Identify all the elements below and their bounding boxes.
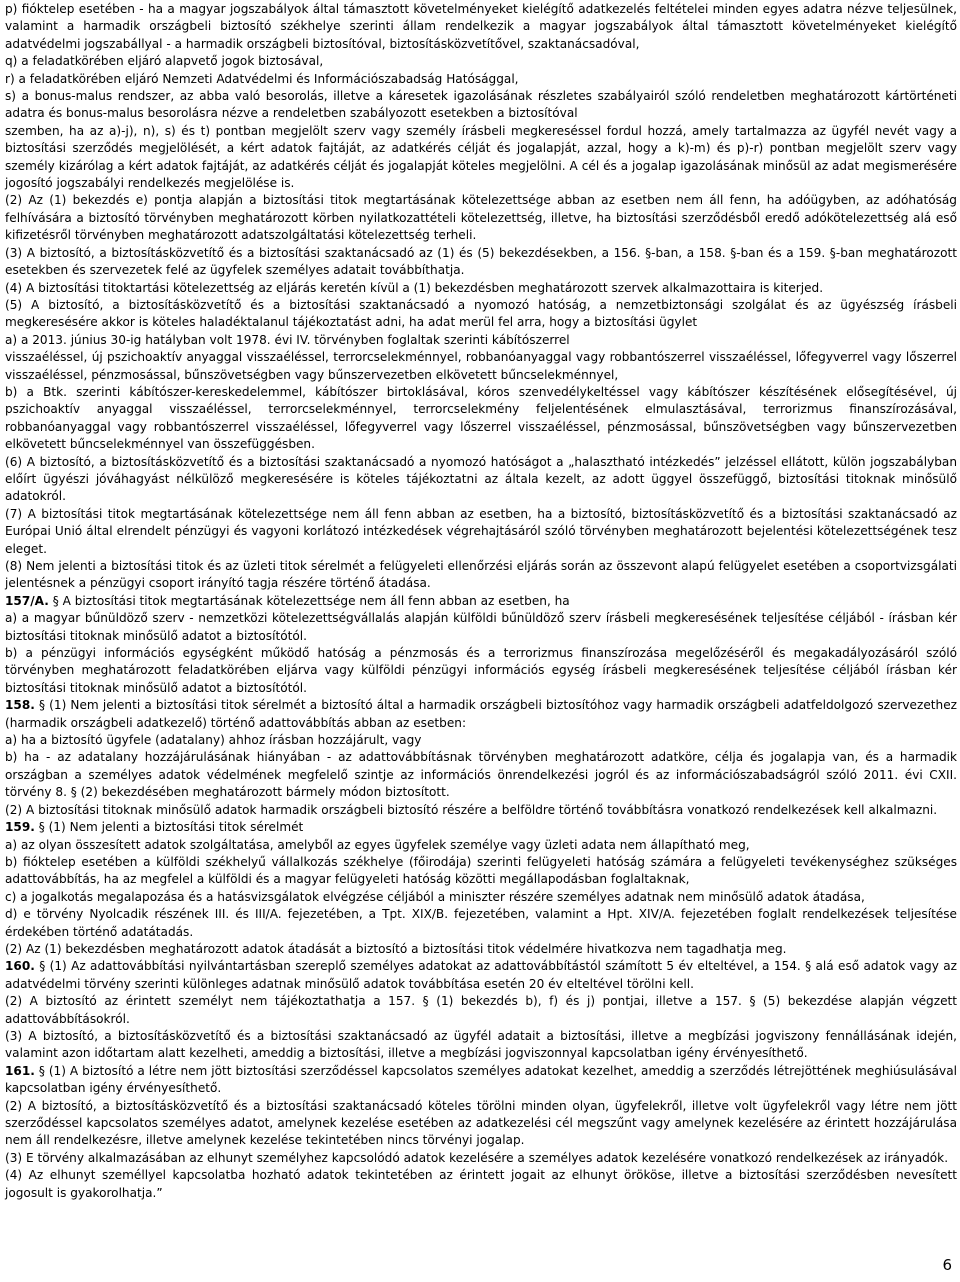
paragraph-text: § (1) A biztosító a létre nem jött biztosítási szerződéssel kapcsolatos személyes adatokat kezelhet, ameddig a szerződés létrejöttének meghiúsulásával kapcsolatban igény érvényesíthető. — [5, 1063, 957, 1096]
paragraph-text: d) e törvény Nyolcadik részének III. és III/A. fejezetében, a Tpt. XIX/B. fejezetében, valamint a Hpt. XIV/A. fejezetében foglalt rendelkezések teljesítése érdekében történő adatátadás. — [5, 907, 957, 939]
paragraph — [5, 854, 957, 889]
paragraph-text: (2) Az (1) bekezdés e) pontja alapján a biztosítási titok megtartásának kötelezettsége abban az esetben nem áll fenn, ha adóügyben, az adóhatóság felhívására a biztosító törvényben meghatározott körben nyilatkozattételi kötelezettség, illetve, ha biztosítási szerződésből eredő adókötelezettség alá eső kifizetésről törvényben meghatározott adatszolgáltatási kötelezettség terheli. — [5, 193, 957, 243]
paragraph-text: § A biztosítási titok megtartásának kötelezettsége nem áll fenn abban az esetben, ha — [52, 593, 570, 608]
paragraph-text: § (1) Az adattovábbítási nyilvántartásban szereplő személyes adatokat az adattovábbítástól számított 5 év elteltével, a 154. § alá eső adatok vagy az adatvédelmi törvény szerinti különleges adatnak minősülő adatok továbbítása esetén 20 év elteltével törölni kell. — [5, 959, 957, 991]
paragraph — [5, 349, 957, 384]
paragraph — [5, 245, 957, 280]
paragraph — [5, 645, 957, 697]
paragraph-text: (5) A biztosító, a biztosításközvetítő és a biztosítási szaktanácsadó a nyomozó hatóság, a nemzetbiztonsági szolgálat és az ügyészség írásbeli megkeresésére akkor is köteles haladéktalanul tájékoztatást adni, ha adat merül fel arra, hogy a biztosítási ügylet — [5, 297, 957, 330]
paragraph-text: (3) E törvény alkalmazásában az elhunyt személyhez kapcsolódó adatok kezelésére a személyes adatok kezelésére vonatkozó rendelkezések az irányadók. — [5, 1150, 949, 1165]
paragraph — [5, 88, 957, 123]
paragraph-text: (7) A biztosítási titok megtartásának kötelezettsége nem áll fenn abban az esetben, ha a biztosító, biztosításközvetítő és a biztosítási szaktanácsadó az Európai Unió által elrendelt pénzügyi és vagyoni korlátozó intézkedések végrehajtásáról szóló törvényben meghatározott bejelentési kötelezettségének tesz eleget. — [5, 506, 957, 556]
paragraph-text: b) a pénzügyi információs egységként működő hatóság a pénzmosás és a terrorizmus finanszírozása megelőzéséről és megakadályozásáról szóló törvényben meghatározott feladatkörében eljárva vagy külföldi pénzügyi információs egység írásbeli megkeresésének teljesítése céljából írásban kér biztosítási titoknak minősülő adatot a biztosítótól. — [5, 646, 957, 695]
paragraph — [5, 297, 957, 332]
paragraph — [5, 906, 957, 941]
paragraph — [5, 802, 957, 819]
paragraph — [5, 1063, 957, 1098]
paragraph — [5, 384, 957, 454]
paragraph — [5, 332, 957, 349]
page-number: 6 — [942, 1256, 952, 1274]
paragraph — [5, 53, 957, 70]
paragraph-text: a) az olyan összesített adatok szolgáltatása, amelyből az egyes ügyfelek személye vagy üzleti adata nem állapítható meg, — [5, 837, 750, 852]
paragraph-text: (2) A biztosító, a biztosításközvetítő és a biztosítási szaktanácsadó köteles törölni minden olyan, ügyfelekről, illetve volt ügyfelekről vagy létre nem jött szerződéssel kapcsolatos személyes adatot, amelynek kezelése esetében az adatkezelési cél megszűnt vagy amelynek kezelésére az érintett hozzájárulása nem áll rendelkezésre, illetve amelynek kezelése tekintetében nincs törvényi jogalap. — [5, 1098, 957, 1148]
paragraph — [5, 71, 957, 88]
paragraph — [5, 558, 957, 593]
paragraph-text: b) a Btk. szerinti kábítószer-kereskedelemmel, kábítószer birtoklásával, kóros szenvedélykeltéssel vagy kábítószer készítésének elősegítésével, új pszichoaktív anyaggal visszaéléssel, terrorcselekménnyel, terrorcselekmény feljelentésének elmulasztásával, terrorizmus finanszírozásával, robbanóanyaggal vagy robbantószerrel visszaéléssel, lőfegyverrel vagy lőszerrel visszaéléssel, pénzmosással, bűnszövetségben vagy bűnszervezetben elkövetett bűncselekménnyel van összefüggésben. — [5, 384, 957, 452]
section-number: 160. — [5, 959, 35, 974]
paragraph — [5, 1098, 957, 1150]
paragraph — [5, 454, 957, 506]
paragraph-text: § (1) Nem jelenti a biztosítási titok sérelmét — [38, 820, 304, 835]
paragraph — [5, 837, 957, 854]
paragraph — [5, 610, 957, 645]
paragraph — [5, 993, 957, 1028]
paragraph-text: (4) A biztosítási titoktartási kötelezettség az eljárás keretén kívül a (1) bekezdésben meghatározott szervek alkalmazottaira is kiterjed. — [5, 280, 824, 295]
paragraph — [5, 593, 957, 610]
paragraph — [5, 192, 957, 244]
paragraph-text: (2) Az (1) bekezdésben meghatározott adatok átadását a biztosító a biztosítási titok védelmére hivatkozva nem tagadhatja meg. — [5, 941, 787, 956]
paragraph-text: (3) A biztosító, a biztosításközvetítő és a biztosítási szaktanácsadó az (1) és (5) bekezdésekben, a 156. §-ban, a 158. §-ban és a 159. §-ban meghatározott esetekben és szervezetek felé az ügyfelek személyes adatait továbbíthatja. — [5, 245, 957, 278]
paragraph-text: (4) Az elhunyt személlyel kapcsolatba hozható adatok tekintetében az érintett jogait az elhunyt örököse, illetve a biztosítási szerződésben nevesített jogosult is gyakorolhatja.” — [5, 1168, 957, 1200]
paragraph-text: (3) A biztosító, a biztosításközvetítő és a biztosítási szaktanácsadó az ügyfél adatait a biztosítási, illetve a megbízási jogviszony fennállásának idején, valamint azon időtartam alatt kezelheti, ameddig a biztosítási, illetve a megbízási jogviszonnyal kapcsolatban igény érvényesíthető. — [5, 1028, 957, 1061]
paragraph — [5, 1167, 957, 1202]
paragraph — [5, 1028, 957, 1063]
paragraph-text: a) a 2013. június 30-ig hatályban volt 1978. évi IV. törvényben foglaltak szerinti kábítószerrel — [5, 332, 570, 347]
paragraph-text: r) a feladatkörében eljáró Nemzeti Adatvédelmi és Információszabadság Hatósággal, — [5, 71, 519, 86]
paragraph — [5, 941, 957, 958]
paragraph — [5, 1, 957, 53]
paragraph-text: § (1) Nem jelenti a biztosítási titok sérelmét a biztosító által a harmadik országbeli biztosítóhoz vagy harmadik országbeli adatfeldolgozó szervezethez (harmadik országbeli adatkezelő) történő adattovábbítás abban az esetben: — [5, 698, 957, 730]
section-number: 157/A. — [5, 593, 49, 608]
paragraph-text: (2) A biztosító az érintett személyt nem tájékoztathatja a 157. § (1) bekezdés b), f) és j) pontjai, illetve a 157. § (5) bekezdése alapján végzett adattovábbításokról. — [5, 994, 957, 1026]
paragraph — [5, 123, 957, 193]
paragraph — [5, 732, 957, 749]
paragraph-text: (6) A biztosító, a biztosításközvetítő és a biztosítási szaktanácsadó a nyomozó hatóságot a „halasztható intézkedés” jelzéssel ellátott, külön jogszabályban előírt ügyészi jóváhagyást nélkülöző megkeresésére is köteles tájékoztatni az általa kezelt, az adott üggyel összefüggő, biztosítási titoknak minősülő adatokról. — [5, 454, 957, 504]
paragraph-text: visszaéléssel, új pszichoaktív anyaggal visszaéléssel, terrorcselekménnyel, robbanóanyaggal vagy robbantószerrel visszaéléssel, lőfegyverrel vagy lőszerrel visszaéléssel, pénzmosással, bűnszövetségben vagy bűnszervezetben elkövetett bűncselekménnyel, — [5, 350, 957, 382]
paragraph — [5, 819, 957, 836]
paragraph — [5, 280, 957, 297]
paragraph-text: a) a magyar bűnüldöző szerv - nemzetközi kötelezettségvállalás alapján külföldi bűnüldöző szerv írásbeli megkeresésének teljesítése céljából - írásban kér biztosítási titoknak minősülő adatot a biztosítótól. — [5, 611, 957, 643]
section-number: 159. — [5, 820, 35, 835]
paragraph — [5, 889, 957, 906]
paragraph-text: (2) A biztosítási titoknak minősülő adatok harmadik országbeli biztosító részére a belföldre történő továbbításra vonatkozó rendelkezések kell alkalmazni. — [5, 802, 938, 817]
paragraph-text: b) fióktelep esetében a külföldi székhelyű vállalkozás székhelye (főirodája) szerinti felügyeleti hatóság számára a felügyeleti tevékenységhez szükséges adattovábbítás, ha az megfelel a külföldi és a magyar felügyeleti hatóság közötti megállapodásban foglaltaknak, — [5, 854, 957, 887]
paragraph-text: q) a feladatkörében eljáró alapvető jogok biztosával, — [5, 54, 324, 69]
paragraph-text: b) ha - az adatalany hozzájárulásának hiányában - az adattovábbításnak törvényben meghatározott adatköre, célja és jogalapja van, és a harmadik országban a személyes adatok védelmének megfelelő szintje az információs önrendelkezési jogról és az információszabadságról szóló 2011. évi CXII. törvény 8. § (2) bekezdésében meghatározott bármely módon biztosított. — [5, 750, 957, 800]
paragraph-text: p) fióktelep esetében - ha a magyar jogszabályok által támasztott követelményeket kielégítő adatkezelés feltételei minden egyes adatra nézve teljesülnek, valamint a harmadik országbeli biztosító székhelye szerinti állam rendelkezik a magyar jogszabályok által támasztott követelményeket kielégítő adatvédelmi jogszabállyal - a harmadik országbeli biztosítóval, biztosításközvetítővel, szaktanácsadóval, — [5, 2, 957, 51]
section-number: 158. — [5, 698, 35, 713]
paragraph-text: c) a jogalkotás megalapozása és a hatásvizsgálatok elvégzése céljából a miniszter részére személyes adatnak nem minősülő adatok átadása, — [5, 889, 865, 904]
paragraph-text: s) a bonus-malus rendszer, az abba való besorolás, illetve a káresetek igazolásának részletes szabályairól szóló rendeletben meghatározott kártörténeti adatra és bonus-malus besorolásra nézve a rendeletben szabályozott esetekben a biztosítóval — [5, 89, 957, 121]
paragraph — [5, 697, 957, 732]
paragraph-text: szemben, ha az a)-j), n), s) és t) pontban megjelölt szerv vagy személy írásbeli megkereséssel fordul hozzá, amely tartalmazza az ügyfél nevét vagy a biztosítási szerződés megjelölését, a kért adatok fajtáját, az adatkérés célját és jogalapját, azzal, hogy a k)-m) és p)-r) pontban megjelölt szerv vagy személy kizárólag a kért adatok fajtáját, az adatkérés célját és jogalapját köteles megjelölni. A cél és a jogalap igazolásának minősül az adat megismerésére jogosító jogszabályi rendelkezés megjelölése is. — [5, 123, 957, 191]
paragraph — [5, 1150, 957, 1167]
section-number: 161. — [5, 1063, 35, 1078]
paragraph — [5, 749, 957, 801]
document-body — [5, 1, 957, 1202]
paragraph-text: (8) Nem jelenti a biztosítási titok és az üzleti titok sérelmét a felügyeleti ellenőrzési eljárás során az összevont alapú felügyelet esetében a csoportvizsgálati jelentésnek a pénzügyi csoport irányító tagja részére történő átadása. — [5, 559, 957, 591]
paragraph-text: a) ha a biztosító ügyfele (adatalany) ahhoz írásban hozzájárult, vagy — [5, 733, 422, 748]
paragraph — [5, 506, 957, 558]
paragraph — [5, 958, 957, 993]
